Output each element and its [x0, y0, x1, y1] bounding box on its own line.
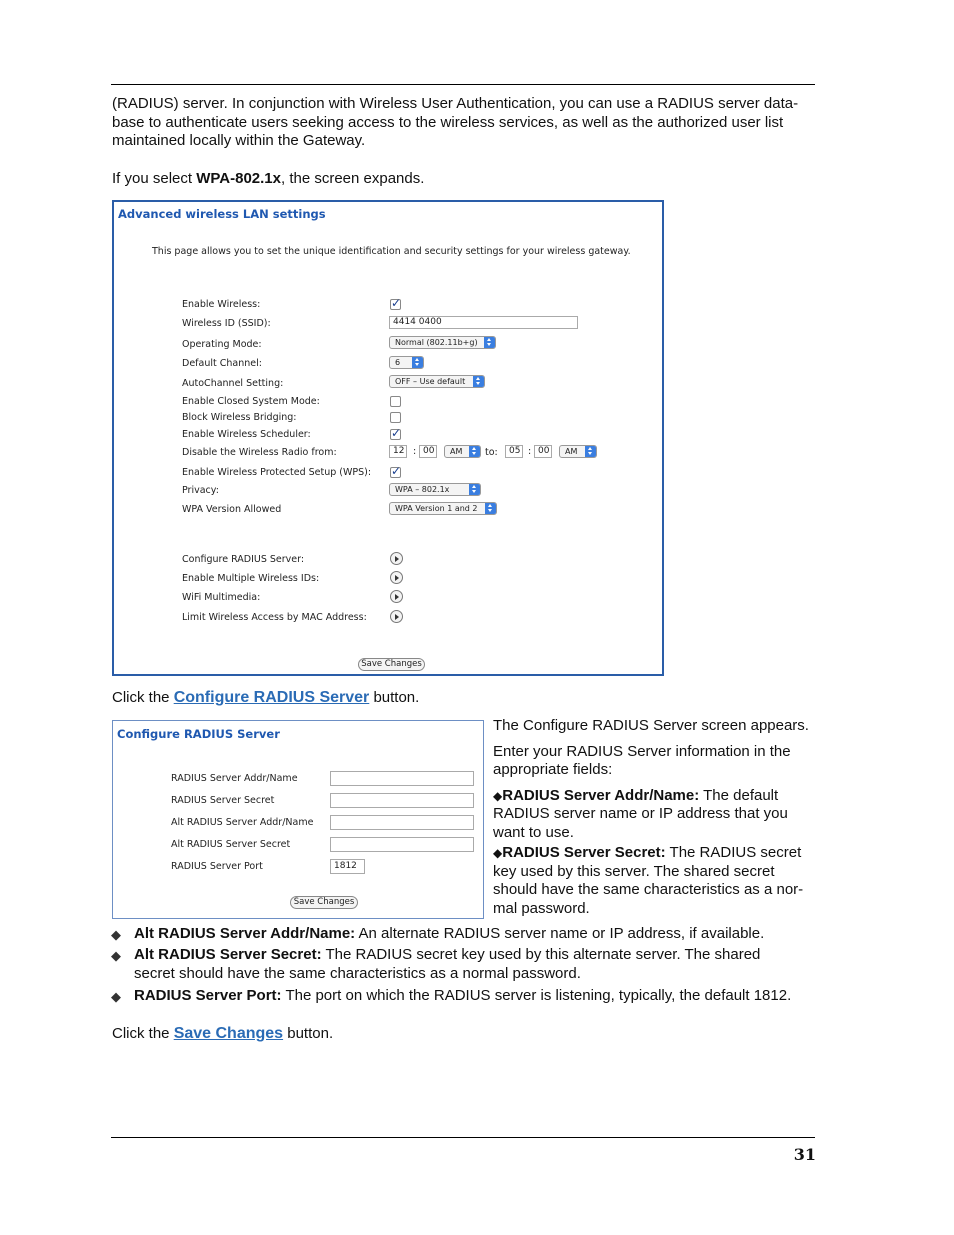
bullet-alt-addr-bold: Alt RADIUS Server Addr/Name: [134, 925, 356, 942]
page-number: 31 [793, 1145, 816, 1164]
chevron-updown-icon [585, 446, 596, 457]
ssid-input[interactable]: 4414 0400 [389, 316, 578, 329]
side-secret-bold: RADIUS Server Secret: [502, 844, 666, 861]
label-limit-mac: Limit Wireless Access by MAC Address: [182, 612, 367, 623]
label-wifi-multimedia: WiFi Multimedia: [182, 592, 261, 603]
bullet-alt-secret [134, 946, 824, 983]
wifi-multimedia-arrow-icon[interactable] [390, 590, 403, 603]
label-block-bridging: Block Wireless Bridging: [182, 412, 297, 423]
operating-mode-select[interactable] [389, 336, 496, 349]
label-alt-radius-secret: Alt RADIUS Server Secret [171, 839, 291, 850]
side-enter-2: appropriate fields: [493, 761, 613, 778]
save-changes-link[interactable]: Save Changes [173, 1025, 284, 1042]
diamond-bullet-icon: ◆ [111, 989, 121, 1004]
to-ampm-value: AM [565, 447, 578, 456]
side-text [493, 717, 823, 918]
privacy-select[interactable] [389, 483, 481, 496]
chevron-updown-icon [412, 357, 423, 368]
enable-wireless-checkbox[interactable] [390, 299, 401, 310]
label-operating-mode: Operating Mode: [182, 339, 262, 350]
from-hour-input[interactable]: 12 [389, 445, 407, 458]
chevron-updown-icon [485, 503, 496, 514]
intro-line-3: maintained locally within the Gateway. [112, 132, 366, 149]
diamond-bullet-icon: ◆ [111, 948, 121, 963]
default-channel-value: 6 [395, 358, 401, 367]
chevron-updown-icon [469, 484, 480, 495]
autochannel-select[interactable] [389, 375, 485, 388]
label-wpa-version: WPA Version Allowed [182, 504, 282, 515]
select-prefix: If you select [112, 170, 197, 187]
side-addr-rest-3: want to use. [493, 823, 574, 841]
bullet-alt-secret-rest-1: The RADIUS secret key used by this alternate server. The shared [321, 946, 761, 963]
side-secret-rest-2: key used by this server. The shared secret [493, 862, 775, 880]
select-note [112, 170, 424, 189]
label-alt-radius-addr: Alt RADIUS Server Addr/Name [171, 817, 314, 828]
bottom-rule [111, 1137, 815, 1138]
label-configure-radius: Configure RADIUS Server: [182, 554, 305, 565]
label-multiple-ids: Enable Multiple Wireless IDs: [182, 573, 320, 584]
configure-radius-panel [112, 720, 484, 919]
radius-panel-title: Configure RADIUS Server [117, 727, 280, 741]
alt-radius-addr-input[interactable] [330, 815, 474, 830]
side-secret-line-1 [493, 844, 823, 863]
label-closed-system: Enable Closed System Mode: [182, 396, 320, 407]
side-secret-rest-1: The RADIUS secret [665, 844, 802, 861]
radius-save-changes-button[interactable]: Save Changes [290, 896, 358, 909]
alt-radius-secret-input[interactable] [330, 837, 474, 852]
click-save-prefix: Click the [112, 1025, 174, 1042]
diamond-bullet-icon: ◆ [493, 788, 503, 803]
label-radius-secret: RADIUS Server Secret [171, 795, 275, 806]
closed-system-checkbox[interactable] [390, 396, 401, 407]
panel-title: Advanced wireless LAN settings [118, 207, 326, 221]
chevron-updown-icon [484, 337, 495, 348]
scheduler-checkbox[interactable] [390, 429, 401, 440]
wps-checkbox[interactable] [390, 467, 401, 478]
to-min-input[interactable]: 00 [534, 445, 552, 458]
multiple-ids-arrow-icon[interactable] [390, 571, 403, 584]
diamond-bullet-icon: ◆ [111, 927, 121, 942]
bullet-port-rest: The port on which the RADIUS server is listening, typically, the default 1812. [281, 987, 792, 1004]
adv-save-changes-button[interactable]: Save Changes [358, 658, 425, 671]
panel-description: This page allows you to set the unique identification and security settings for your wireless gateway. [152, 246, 631, 257]
label-scheduler: Enable Wireless Scheduler: [182, 429, 311, 440]
label-privacy: Privacy: [182, 485, 219, 496]
bullet-alt-secret-bold: Alt RADIUS Server Secret: [134, 946, 322, 963]
label-ssid: Wireless ID (SSID): [182, 318, 271, 329]
intro-line-1: (RADIUS) server. In conjunction with Wireless User Authentication, you can use a RADIUS server data- [112, 95, 799, 112]
operating-mode-value: Normal (802.11b+g) [395, 338, 478, 347]
autochannel-value: OFF – Use default [395, 377, 466, 386]
label-default-channel: Default Channel: [182, 358, 262, 369]
bullet-alt-addr-rest: An alternate RADIUS server name or IP address, if available. [355, 925, 765, 942]
radius-addr-input[interactable] [330, 771, 474, 786]
click-save-line [112, 1025, 333, 1044]
chevron-updown-icon [469, 446, 480, 457]
side-secret-rest-4: mal password. [493, 899, 590, 917]
label-wps: Enable Wireless Protected Setup (WPS): [182, 467, 372, 478]
side-addr-bold: RADIUS Server Addr/Name: [502, 786, 700, 804]
radius-secret-input[interactable] [330, 793, 474, 808]
click-configure-line [112, 689, 419, 708]
to-label: to: [485, 447, 498, 458]
bullet-alt-secret-rest-2: secret should have the same characteristics as a normal password. [134, 964, 581, 982]
select-suffix: , the screen expands. [280, 170, 425, 187]
diamond-bullet-icon: ◆ [493, 846, 503, 860]
to-colon: : [528, 446, 532, 457]
chevron-updown-icon [473, 376, 484, 387]
label-enable-wireless: Enable Wireless: [182, 299, 261, 310]
configure-radius-arrow-icon[interactable] [390, 552, 403, 565]
wpa-version-select[interactable] [389, 502, 497, 515]
configure-radius-link[interactable]: Configure RADIUS Server [173, 689, 370, 706]
side-addr-rest-2: RADIUS server name or IP address that you [493, 805, 788, 822]
to-ampm-select[interactable] [559, 445, 597, 458]
side-appears: The Configure RADIUS Server screen appears. [493, 717, 809, 734]
intro-line-2: base to authenticate users seeking access to the wireless services, as well as the authorized user list [112, 113, 784, 131]
block-bridging-checkbox[interactable] [390, 412, 401, 423]
label-radius-addr: RADIUS Server Addr/Name [171, 773, 298, 784]
click-save-suffix: button. [283, 1025, 334, 1042]
from-colon: : [413, 446, 417, 457]
side-enter-1: Enter your RADIUS Server information in the [493, 742, 791, 760]
select-bold: WPA-802.1x [196, 170, 281, 187]
bullet-port [134, 987, 834, 1006]
label-disable-radio: Disable the Wireless Radio from: [182, 447, 337, 458]
bullet-port-bold: RADIUS Server Port: [134, 987, 282, 1004]
from-ampm-value: AM [450, 447, 463, 456]
bullet-alt-addr [134, 925, 824, 944]
side-addr-rest-1: The default [699, 786, 779, 804]
side-addr-line-1 [493, 787, 823, 806]
top-rule [111, 84, 815, 85]
click-configure-prefix: Click the [112, 689, 174, 706]
limit-mac-arrow-icon[interactable] [390, 610, 403, 623]
click-configure-suffix: button. [369, 689, 420, 706]
from-min-input[interactable]: 00 [419, 445, 437, 458]
privacy-value: WPA – 802.1x [395, 485, 450, 494]
intro-paragraph [112, 95, 822, 151]
radius-port-input[interactable]: 1812 [330, 859, 365, 874]
from-ampm-select[interactable] [444, 445, 481, 458]
label-radius-port: RADIUS Server Port [171, 861, 263, 872]
wpa-version-value: WPA Version 1 and 2 [395, 504, 478, 513]
to-hour-input[interactable]: 05 [505, 445, 523, 458]
side-secret-rest-3: should have the same characteristics as a nor- [493, 881, 804, 898]
advanced-wireless-panel [112, 200, 664, 676]
default-channel-select[interactable] [389, 356, 424, 369]
label-autochannel: AutoChannel Setting: [182, 378, 284, 389]
